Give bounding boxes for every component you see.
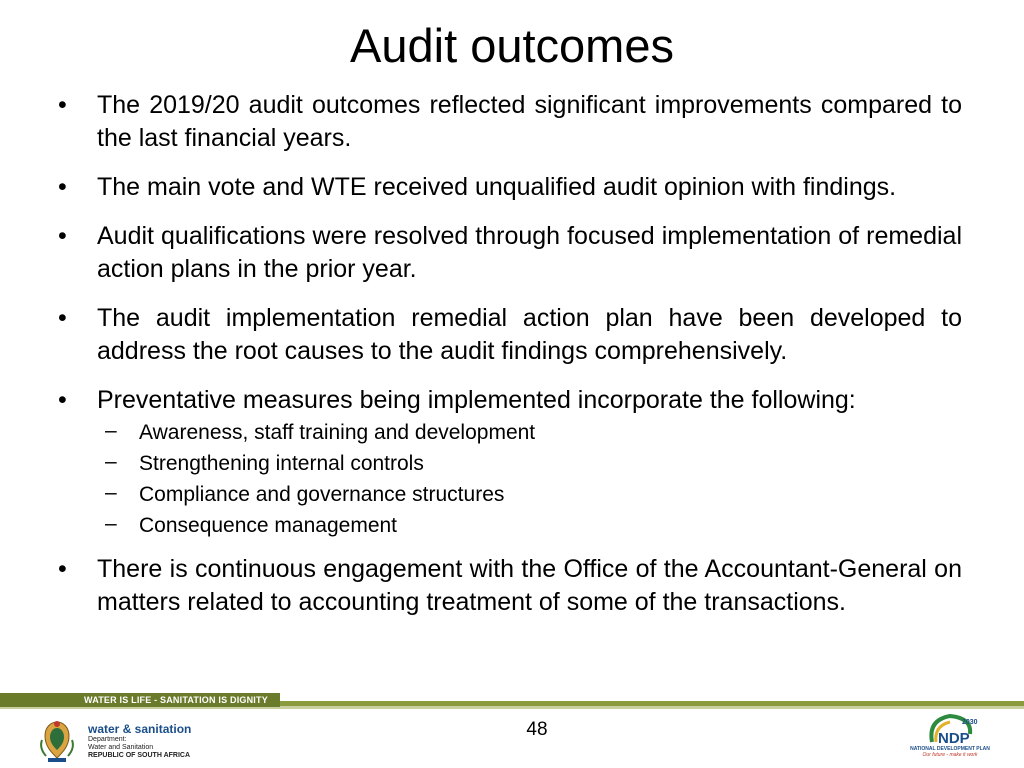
bullet-item xyxy=(58,384,962,417)
department-line-2: Water and Sanitation xyxy=(88,744,154,751)
bullet-text: The audit implementation remedial action plan have been developed to address the root causes to the audit findings comprehensively. xyxy=(97,304,962,365)
ndp-abbr: NDP xyxy=(938,730,970,746)
ndp-caption: NATIONAL DEVELOPMENT PLAN xyxy=(910,746,990,752)
bullet-marker: • xyxy=(58,555,67,583)
sub-bullet-marker: – xyxy=(105,450,117,473)
sub-bullet-list xyxy=(58,417,962,541)
bullet-text: Audit qualifications were resolved through focused implementation of remedial action plans in the prior year. xyxy=(97,222,962,283)
bullet-marker: • xyxy=(58,222,67,250)
bullet-item xyxy=(58,89,962,155)
bullet-text: There is continuous engagement with the Office of the Accountant-General on matters related to accounting treatment of some of the transactions. xyxy=(97,555,962,616)
sub-bullet-text: Strengthening internal controls xyxy=(139,452,424,475)
sub-bullet-marker: – xyxy=(105,419,117,442)
ndp-logo xyxy=(910,712,990,764)
footer-band xyxy=(0,693,1024,713)
sub-bullet-marker: – xyxy=(105,512,117,535)
department-brand: water & sanitation xyxy=(88,722,192,736)
sub-bullet-text: Awareness, staff training and development xyxy=(139,421,536,444)
sub-bullet-item xyxy=(58,448,962,479)
south-africa-coat-of-arms-icon xyxy=(36,718,78,764)
ndp-year: 2030 xyxy=(962,719,978,726)
ndp-tagline: Our future - make it work xyxy=(922,752,978,758)
bullet-item xyxy=(58,171,962,204)
footer-slogan: WATER IS LIFE - SANITATION IS DIGNITY xyxy=(84,695,268,705)
bullet-marker: • xyxy=(58,173,67,201)
department-logo xyxy=(88,722,218,760)
sub-bullet-item xyxy=(58,479,962,510)
sub-bullet-text: Consequence management xyxy=(139,514,398,537)
bullet-marker: • xyxy=(58,386,67,414)
slide-title: Audit outcomes xyxy=(350,19,674,72)
bullet-item xyxy=(58,302,962,368)
sub-bullet-text: Compliance and governance structures xyxy=(139,483,505,506)
bullet-marker: • xyxy=(58,304,67,332)
bullet-list xyxy=(58,89,962,635)
bullet-item xyxy=(58,553,962,619)
bullet-text: The main vote and WTE received unqualified audit opinion with findings. xyxy=(97,173,897,201)
bullet-text: The 2019/20 audit outcomes reflected significant improvements compared to the last financial years. xyxy=(97,91,962,152)
ndp-logo-icon xyxy=(910,712,990,746)
page-number: 48 xyxy=(526,719,548,740)
department-line-3: REPUBLIC OF SOUTH AFRICA xyxy=(88,752,191,759)
bullet-item xyxy=(58,220,962,286)
bullet-text: Preventative measures being implemented incorporate the following: xyxy=(97,386,856,414)
sub-bullet-item xyxy=(58,417,962,448)
department-line-1: Department: xyxy=(88,736,127,743)
bullet-marker: • xyxy=(58,91,67,119)
sub-bullet-group xyxy=(58,417,962,541)
sub-bullet-marker: – xyxy=(105,481,117,504)
sub-bullet-item xyxy=(58,510,962,541)
